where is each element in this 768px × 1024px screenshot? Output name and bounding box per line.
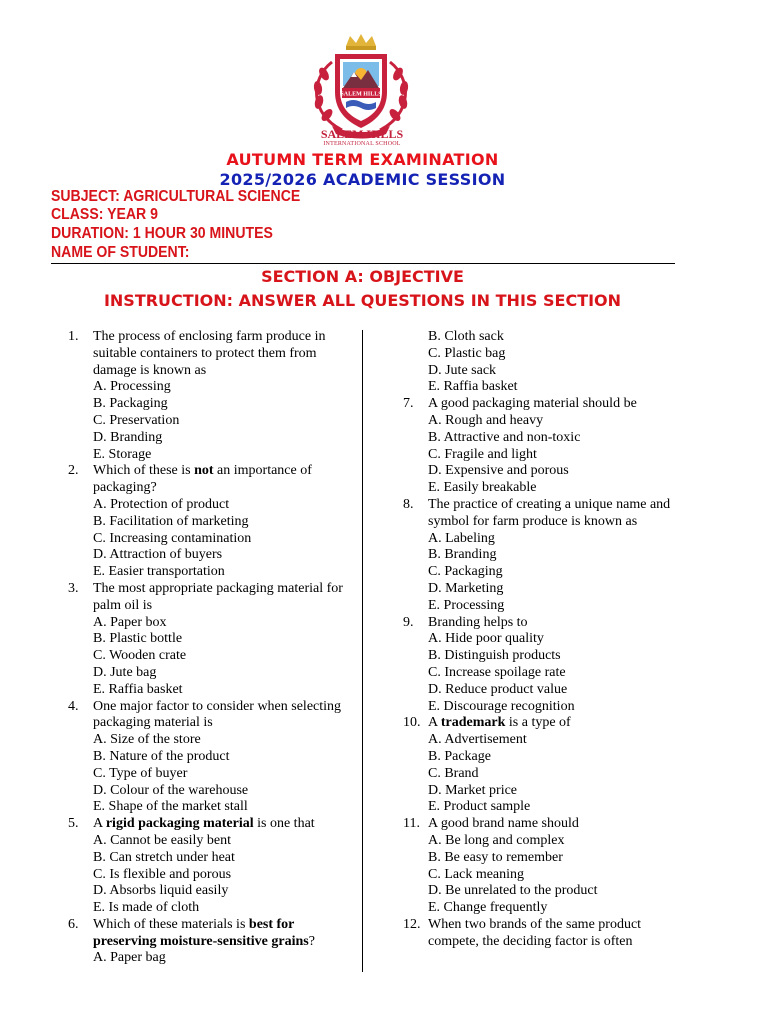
option-b: B. Cloth sack	[428, 329, 504, 344]
emphasis-text: best for preserving moisture-sensitive grains	[93, 916, 309, 949]
option-c: C. Plastic bag	[428, 345, 506, 361]
question-text: Which of these materials is best for preserving moisture-sensitive grains?	[93, 916, 315, 949]
emphasis-text: rigid packaging material	[105, 816, 254, 832]
emphasis-text: not	[194, 463, 214, 479]
section-instruction: INSTRUCTION: ANSWER ALL QUESTIONS IN THIS SECTION	[103, 291, 622, 310]
option-e: E. Change frequently	[428, 900, 548, 916]
option-e: E. Is made of cloth	[93, 900, 200, 916]
question-5	[68, 816, 358, 917]
option-a: A. Paper bag	[93, 950, 166, 966]
option-e: E. Raffia basket	[428, 379, 518, 395]
column-divider	[362, 330, 363, 972]
question-number: 6.	[68, 916, 79, 932]
question-number: 7.	[403, 396, 414, 412]
option-d: D. Branding	[93, 429, 163, 445]
option-b: B. Attractive and non-toxic	[428, 429, 581, 445]
question-text: One major factor to consider when selecting packaging material is	[93, 698, 342, 731]
option-a: A. Size of the store	[93, 732, 201, 748]
question-number: 2.	[68, 463, 79, 479]
option-a: A. Labeling	[428, 530, 495, 546]
question-2	[68, 463, 358, 581]
option-d: D. Absorbs liquid easily	[93, 883, 229, 899]
question-8	[403, 497, 693, 615]
option-a: A. Protection of product	[93, 496, 230, 512]
option-c: C. Fragile and light	[428, 446, 537, 462]
question-12	[403, 917, 693, 951]
question-column-right	[403, 329, 693, 950]
exam-title: AUTUMN TERM EXAMINATION	[226, 150, 499, 169]
option-c: C. Increasing contamination	[93, 530, 252, 546]
question-text: A good brand name should	[428, 816, 579, 832]
question-3	[68, 581, 358, 699]
option-d: D. Expensive and porous	[428, 463, 569, 479]
option-e: E. Discourage recognition	[428, 698, 575, 714]
option-b: B. Distinguish products	[428, 648, 561, 664]
option-e: E. Product sample	[428, 799, 531, 815]
question-number: 10.	[403, 715, 421, 731]
class-line: CLASS: YEAR 9	[51, 206, 158, 223]
option-c: C. Is flexible and porous	[93, 866, 232, 882]
question-number: 1.	[68, 329, 79, 344]
option-c: C. Lack meaning	[428, 866, 525, 882]
option-d: D. Jute sack	[428, 362, 497, 378]
option-b: B. Packaging	[93, 396, 168, 412]
option-c: C. Wooden crate	[93, 648, 187, 664]
question-1	[68, 329, 358, 463]
question-number: 8.	[403, 496, 414, 512]
question-text: A trademark is a type of	[428, 715, 571, 731]
academic-session: 2025/2026 ACADEMIC SESSION	[219, 170, 506, 189]
option-d: D. Jute bag	[93, 664, 157, 680]
question-number: 4.	[68, 698, 79, 714]
subject-line: SUBJECT: AGRICULTURAL SCIENCE	[51, 188, 301, 205]
option-d: D. Attraction of buyers	[93, 547, 223, 563]
question-text: A rigid packaging material is one that	[93, 816, 315, 832]
option-c: C. Brand	[428, 765, 479, 781]
option-d: D. Marketing	[428, 580, 504, 596]
question-7	[403, 396, 693, 497]
duration-line: DURATION: 1 HOUR 30 MINUTES	[51, 225, 273, 242]
option-a: A. Rough and heavy	[428, 412, 544, 428]
emphasis-text: trademark	[440, 715, 506, 731]
question-text: When two brands of the same product compete, the deciding factor is often	[428, 916, 642, 949]
question-10	[403, 715, 693, 816]
option-a: A. Paper box	[93, 614, 167, 630]
question-text: Branding helps to	[428, 614, 528, 630]
option-a: A. Hide poor quality	[428, 631, 544, 647]
question-number: 12.	[403, 916, 421, 932]
option-b: B. Nature of the product	[93, 748, 230, 764]
option-d: D. Be unrelated to the product	[428, 883, 598, 899]
question-6-continued	[403, 329, 693, 396]
option-c: C. Type of buyer	[93, 765, 188, 781]
option-a: A. Processing	[93, 379, 171, 395]
option-b: B. Facilitation of marketing	[93, 513, 249, 529]
option-c: C. Increase spoilage rate	[428, 664, 566, 680]
question-number: 9.	[403, 614, 414, 630]
option-a: A. Cannot be easily bent	[93, 832, 232, 848]
question-text: The most appropriate packaging material for palm oil is	[93, 580, 343, 613]
option-c: C. Preservation	[93, 412, 180, 428]
option-a: A. Advertisement	[428, 732, 527, 748]
crest-banner-text: SALEM HILLS	[340, 91, 382, 98]
option-e: E. Storage	[93, 446, 152, 462]
school-name: SALEM HILLS	[320, 127, 404, 141]
student-name-label: NAME OF STUDENT:	[51, 244, 190, 261]
option-e: E. Processing	[428, 597, 505, 613]
question-9	[403, 615, 693, 716]
question-text: The process of enclosing farm produce in suitable containers to protect them from damage is known as	[93, 329, 326, 378]
option-e: E. Easier transportation	[93, 564, 225, 580]
student-name-underline	[51, 263, 675, 264]
question-number: 11.	[403, 816, 420, 832]
question-6	[68, 917, 358, 967]
option-b: B. Be easy to remember	[428, 849, 563, 865]
option-d: D. Reduce product value	[428, 681, 568, 697]
option-c: C. Packaging	[428, 564, 503, 580]
section-title: SECTION A: OBJECTIVE	[261, 267, 464, 286]
option-e: E. Raffia basket	[93, 681, 183, 697]
option-b: B. Can stretch under heat	[93, 849, 235, 865]
option-d: D. Market price	[428, 782, 518, 798]
school-subtitle: INTERNATIONAL SCHOOL	[323, 141, 401, 147]
option-d: D. Colour of the warehouse	[93, 782, 249, 798]
option-e: E. Shape of the market stall	[93, 799, 248, 815]
question-column-left	[68, 329, 358, 967]
question-11	[403, 816, 693, 917]
question-number: 3.	[68, 580, 79, 596]
option-b: B. Package	[428, 748, 491, 764]
option-e: E. Easily breakable	[428, 480, 537, 496]
question-text: The practice of creating a unique name and symbol for farm produce is known as	[428, 496, 671, 529]
option-a: A. Be long and complex	[428, 832, 565, 848]
option-b: B. Branding	[428, 547, 497, 563]
option-b: B. Plastic bottle	[93, 631, 183, 647]
question-number: 5.	[68, 816, 79, 832]
question-4	[68, 699, 358, 817]
question-text: A good packaging material should be	[428, 396, 637, 412]
question-text: Which of these is not an importance of packaging?	[93, 463, 312, 496]
